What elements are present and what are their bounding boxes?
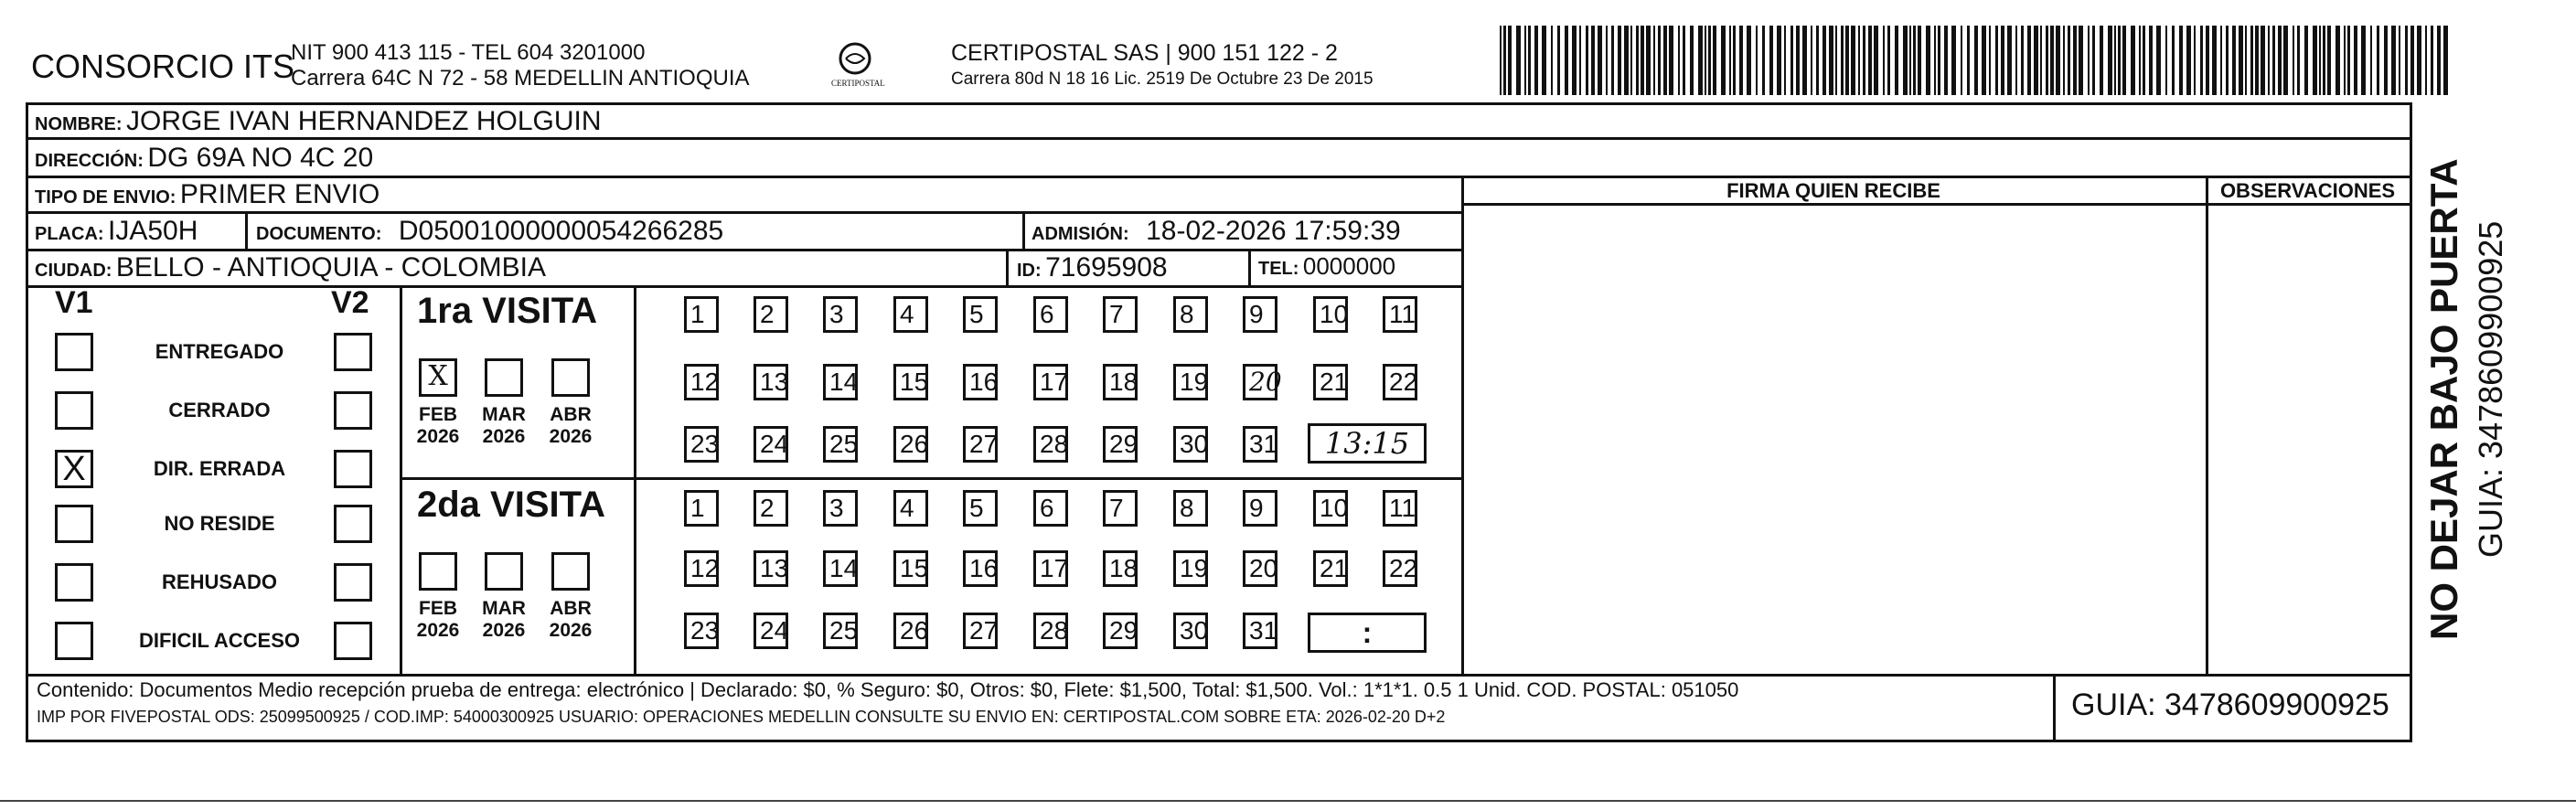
day-box-28[interactable]: 28 — [1033, 426, 1068, 463]
tipo-row — [35, 179, 379, 210]
signature-area[interactable] — [1465, 207, 2202, 671]
day-box-13[interactable]: 13 — [754, 550, 788, 587]
second-visit-title: 2da VISITA — [417, 485, 605, 525]
v1-checkbox[interactable]: X — [55, 450, 93, 488]
month-label — [476, 598, 531, 642]
month-name: FEB — [419, 598, 457, 619]
status-label: REHUSADO — [162, 570, 277, 593]
v2-checkbox[interactable] — [334, 391, 372, 430]
first-visit-time-value: 13:15 — [1324, 426, 1410, 461]
carrier-address: Carrera 80d N 18 16 Lic. 2519 De Octubre 23 De 2015 — [951, 69, 1374, 89]
day-box-21[interactable]: 21 — [1313, 550, 1348, 587]
day-box-7[interactable]: 7 — [1103, 296, 1138, 333]
month-name: ABR — [550, 404, 592, 425]
second-visit-time-value: : — [1362, 616, 1373, 649]
status-label: DIFICIL ACCESO — [138, 629, 300, 652]
day-box-12[interactable]: 12 — [684, 364, 719, 400]
nit-line: NIT 900 413 115 - TEL 604 3201000 — [291, 40, 646, 65]
month-year: 2026 — [549, 426, 593, 447]
logo-text: CERTIPOSTAL — [831, 79, 885, 88]
placa-row — [35, 216, 198, 247]
day-box-18[interactable]: 18 — [1103, 550, 1138, 587]
id-row — [1017, 252, 1168, 283]
first-visit-title: 1ra VISITA — [417, 291, 598, 331]
day-box-12[interactable]: 12 — [684, 550, 719, 587]
day-box-1[interactable]: 1 — [684, 296, 719, 333]
company-address: Carrera 64C N 72 - 58 MEDELLIN ANTIOQUIA — [291, 66, 750, 91]
month-name: MAR — [482, 598, 526, 619]
admision-label: ADMISIÓN: — [1031, 224, 1129, 244]
day-box-2[interactable]: 2 — [754, 296, 788, 333]
day-box-7[interactable]: 7 — [1103, 490, 1138, 527]
documento-label: DOCUMENTO: — [256, 224, 382, 244]
day-box-20[interactable]: 20 — [1243, 550, 1277, 587]
side-guia: GUIA: 3478609900925 — [2472, 220, 2509, 558]
day-box-5[interactable]: 5 — [963, 490, 998, 527]
month-checkbox[interactable] — [551, 552, 590, 591]
status-label: ENTREGADO — [155, 340, 284, 363]
v1-label: V1 — [55, 285, 93, 320]
day-box-24[interactable]: 24 — [754, 426, 788, 463]
day-box-15[interactable]: 15 — [893, 550, 928, 587]
tel-value: 0000000 — [1302, 252, 1396, 280]
direccion-label: DIRECCIÓN: — [35, 151, 144, 171]
day-box-23[interactable]: 23 — [684, 426, 719, 463]
side-warning: NO DEJAR BAJO PUERTA — [2422, 158, 2465, 640]
month-year: 2026 — [416, 620, 460, 641]
status-label: DIR. ERRADA — [153, 457, 286, 480]
tipo-value: PRIMER ENVIO — [179, 179, 380, 209]
first-visit-time[interactable] — [1308, 423, 1427, 464]
day-box-21[interactable]: 21 — [1313, 364, 1348, 400]
v1-checkbox[interactable] — [55, 505, 93, 543]
month-year: 2026 — [482, 620, 526, 641]
documento-value: D05001000000054266285 — [398, 216, 724, 246]
tel-label: TEL: — [1258, 259, 1299, 279]
nombre-label: NOMBRE: — [35, 114, 123, 134]
observaciones-area[interactable] — [2209, 207, 2407, 671]
firma-label: FIRMA QUIEN RECIBE — [1726, 179, 1940, 202]
day-box-31[interactable]: 31 — [1243, 613, 1277, 649]
day-box-16[interactable]: 16 — [963, 550, 998, 587]
day-box-27[interactable]: 27 — [963, 613, 998, 649]
day-box-29[interactable]: 29 — [1103, 613, 1138, 649]
day-box-8[interactable]: 8 — [1173, 490, 1208, 527]
day-box-26[interactable]: 26 — [893, 613, 928, 649]
documento-row — [256, 216, 723, 247]
barcode — [1500, 26, 2451, 95]
month-label — [543, 598, 598, 642]
nombre-value: JORGE IVAN HERNANDEZ HOLGUIN — [126, 106, 602, 136]
month-checkbox[interactable] — [485, 358, 523, 397]
ciudad-label: CIUDAD: — [35, 261, 112, 281]
tel-row — [1258, 252, 1395, 281]
day-box-10[interactable]: 10 — [1313, 296, 1348, 333]
v2-checkbox[interactable] — [334, 333, 372, 371]
month-label — [476, 404, 531, 448]
day-box-11[interactable]: 11 — [1383, 296, 1417, 333]
day-box-17[interactable]: 17 — [1033, 364, 1068, 400]
direccion-row — [35, 143, 373, 174]
v2-label: V2 — [331, 285, 369, 320]
day-box-20[interactable]: 20 — [1243, 364, 1277, 400]
v2-checkbox[interactable] — [334, 563, 372, 602]
company-name: CONSORCIO ITS — [31, 48, 295, 85]
day-box-26[interactable]: 26 — [893, 426, 928, 463]
admision-row — [1031, 216, 1401, 247]
day-box-25[interactable]: 25 — [823, 426, 858, 463]
day-box-10[interactable]: 10 — [1313, 490, 1348, 527]
day-box-16[interactable]: 16 — [963, 364, 998, 400]
day-box-19[interactable]: 19 — [1173, 364, 1208, 400]
day-box-18[interactable]: 18 — [1103, 364, 1138, 400]
second-visit-time[interactable] — [1308, 613, 1427, 653]
day-box-14[interactable]: 14 — [823, 550, 858, 587]
day-box-4[interactable]: 4 — [893, 296, 928, 333]
day-box-14[interactable]: 14 — [823, 364, 858, 400]
month-checkbox[interactable] — [551, 358, 590, 397]
month-name: MAR — [482, 404, 526, 425]
day-box-23[interactable]: 23 — [684, 613, 719, 649]
day-box-19[interactable]: 19 — [1173, 550, 1208, 587]
month-label — [543, 404, 598, 448]
month-year: 2026 — [549, 620, 593, 641]
month-name: ABR — [550, 598, 592, 619]
day-box-31[interactable]: 31 — [1243, 426, 1277, 463]
day-box-15[interactable]: 15 — [893, 364, 928, 400]
day-box-25[interactable]: 25 — [823, 613, 858, 649]
month-year: 2026 — [482, 426, 526, 447]
month-year: 2026 — [416, 426, 460, 447]
v1-checkbox[interactable] — [55, 563, 93, 602]
tipo-label: TIPO DE ENVIO: — [35, 187, 176, 208]
footer-line-2: IMP POR FIVEPOSTAL ODS: 25099500925 / COD.IMP: 54000300925 USUARIO: OPERACIONES MEDELLIN CONSULTE SU ENVIO EN: CERTIPOSTAL.COM SOBRE ETA: 2026-02-20 D+2 — [37, 708, 1446, 726]
day-box-17[interactable]: 17 — [1033, 550, 1068, 587]
day-box-5[interactable]: 5 — [963, 296, 998, 333]
day-box-22[interactable]: 22 — [1383, 550, 1417, 587]
footer-guia: GUIA: 3478609900925 — [2071, 687, 2389, 722]
day-box-4[interactable]: 4 — [893, 490, 928, 527]
v1-checkbox[interactable] — [55, 622, 93, 660]
day-box-9[interactable]: 9 — [1243, 490, 1277, 527]
placa-label: PLACA: — [35, 224, 104, 244]
id-value: 71695908 — [1045, 252, 1168, 282]
certipostal-logo — [828, 38, 885, 93]
v1-checkbox[interactable] — [55, 391, 93, 430]
footer-line-1: Contenido: Documentos Medio recepción prueba de entrega: electrónico | Declarado: $0, % Seguro: $0, Otros: $0, Flete: $1,500, Total: $1,500. Vol.: 1*1*1. 0.5 1 Unid. COD. POSTAL: 051050 — [37, 678, 1739, 701]
day-box-9[interactable]: 9 — [1243, 296, 1277, 333]
day-box-3[interactable]: 3 — [823, 490, 858, 527]
day-box-30[interactable]: 30 — [1173, 613, 1208, 649]
v1-checkbox[interactable] — [55, 333, 93, 371]
day-box-22[interactable]: 22 — [1383, 364, 1417, 400]
v2-checkbox[interactable] — [334, 450, 372, 488]
day-box-8[interactable]: 8 — [1173, 296, 1208, 333]
day-box-27[interactable]: 27 — [963, 426, 998, 463]
nombre-row — [35, 106, 602, 137]
day-box-6[interactable]: 6 — [1033, 296, 1068, 333]
day-box-11[interactable]: 11 — [1383, 490, 1417, 527]
v2-checkbox[interactable] — [334, 622, 372, 660]
month-checkbox[interactable] — [419, 552, 457, 591]
day-box-30[interactable]: 30 — [1173, 426, 1208, 463]
day-box-1[interactable]: 1 — [684, 490, 719, 527]
v2-checkbox[interactable] — [334, 505, 372, 543]
direccion-value: DG 69A NO 4C 20 — [147, 143, 374, 173]
observaciones-label: OBSERVACIONES — [2219, 179, 2396, 202]
month-label — [411, 598, 465, 642]
status-label: NO RESIDE — [164, 512, 275, 535]
ciudad-row — [35, 252, 546, 283]
day-box-3[interactable]: 3 — [823, 296, 858, 333]
carrier-line: CERTIPOSTAL SAS | 900 151 122 - 2 — [951, 40, 1338, 66]
admision-value: 18-02-2026 17:59:39 — [1146, 216, 1401, 246]
day-box-28[interactable]: 28 — [1033, 613, 1068, 649]
month-label — [411, 404, 465, 448]
month-name: FEB — [419, 404, 457, 425]
day-box-29[interactable]: 29 — [1103, 426, 1138, 463]
day-box-6[interactable]: 6 — [1033, 490, 1068, 527]
day-box-13[interactable]: 13 — [754, 364, 788, 400]
id-label: ID: — [1017, 261, 1042, 281]
placa-value: IJA50H — [108, 216, 198, 246]
day-box-2[interactable]: 2 — [754, 490, 788, 527]
month-checkbox[interactable] — [485, 552, 523, 591]
month-checkbox[interactable]: X — [419, 358, 457, 397]
day-box-24[interactable]: 24 — [754, 613, 788, 649]
ciudad-value: BELLO - ANTIOQUIA - COLOMBIA — [115, 252, 547, 282]
status-label: CERRADO — [168, 399, 271, 421]
